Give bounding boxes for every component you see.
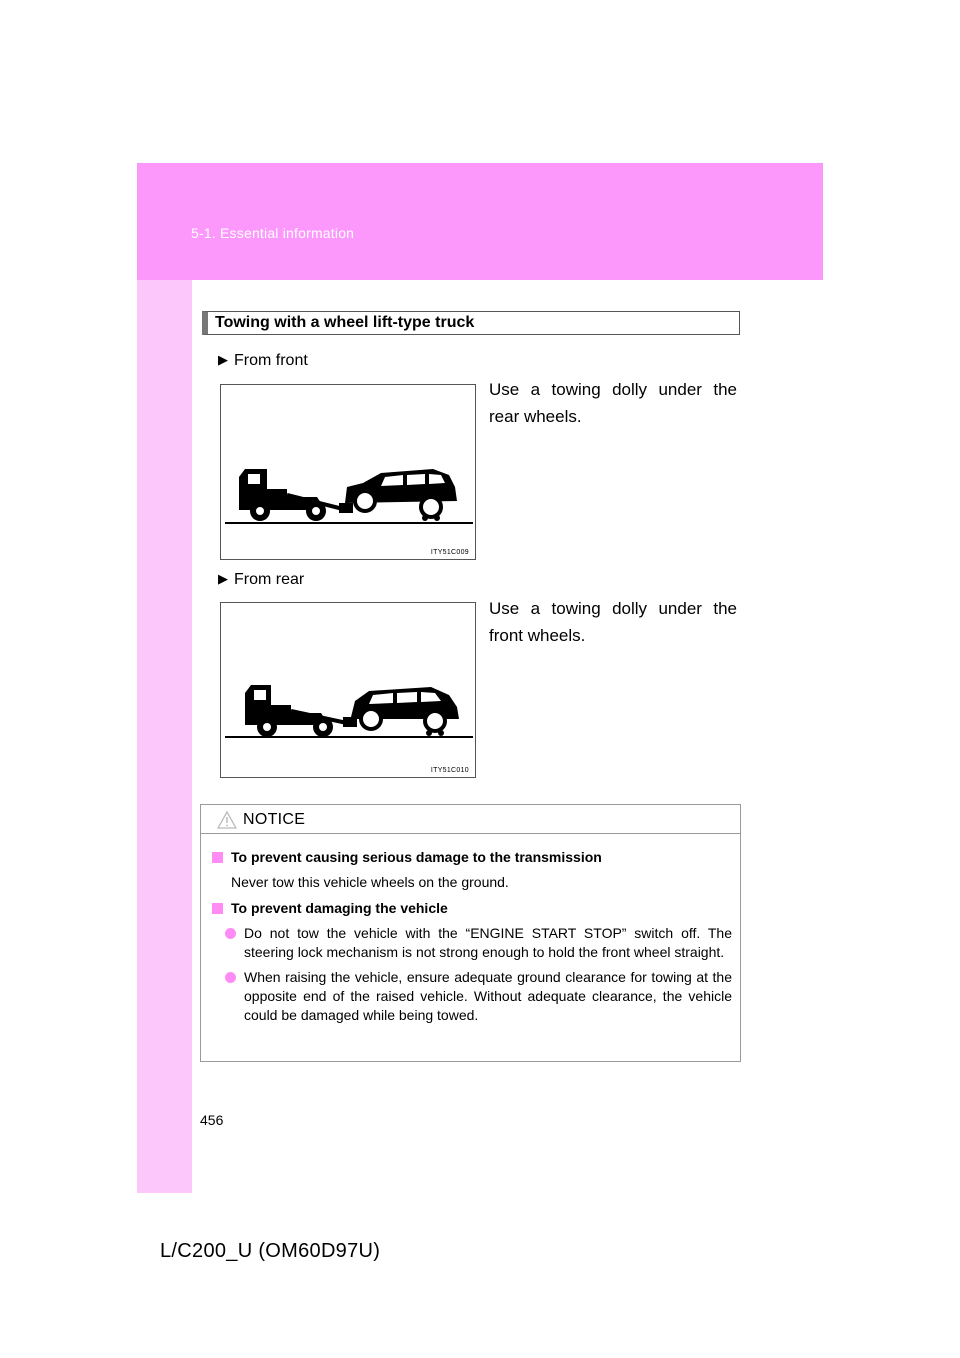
item-description: Use a towing dolly under the rear wheels. — [489, 380, 737, 426]
notice-item-text: Never tow this vehicle wheels on the ground. — [231, 874, 509, 890]
warning-triangle-icon — [217, 811, 237, 829]
figure-tow-from-rear — [220, 602, 476, 778]
notice-title: NOTICE — [243, 811, 306, 828]
document-code-footer: L/C200_U (OM60D97U) — [160, 1240, 381, 1262]
triangle-bullet-icon: ▶ — [218, 571, 228, 586]
notice-box — [200, 804, 741, 1062]
item-label: From front — [234, 352, 308, 369]
notice-header — [201, 805, 740, 834]
notice-bullet: Do not tow the vehicle with the “ENGINE START STOP” switch off. The steering lock mechanism is not strong enough to hold the front wheel straight. — [212, 924, 732, 962]
tow-truck-front-illustration — [221, 385, 477, 561]
square-bullet-icon — [212, 852, 223, 863]
circle-bullet-icon — [225, 928, 236, 939]
notice-item-title: To prevent damaging the vehicle — [212, 899, 732, 918]
tow-truck-rear-illustration — [221, 603, 477, 779]
notice-item-title: To prevent causing serious damage to the transmission — [212, 848, 732, 867]
item-label: From rear — [234, 571, 305, 588]
triangle-bullet-icon: ▶ — [218, 352, 228, 367]
square-bullet-icon — [212, 903, 223, 914]
header-band — [137, 163, 823, 280]
item-from-rear — [218, 571, 304, 589]
notice-body — [201, 834, 740, 1025]
figure-code: ITY51C009 — [430, 549, 469, 556]
item-from-front — [218, 352, 308, 370]
figure-tow-from-front — [220, 384, 476, 560]
section-breadcrumb: 5-1. Essential information — [191, 225, 355, 241]
side-band — [137, 163, 192, 1193]
figure-code: ITY51C010 — [430, 767, 469, 774]
section-heading: Towing with a wheel lift-type truck — [202, 311, 740, 335]
item-description: Use a towing dolly under the front wheels. — [489, 599, 737, 645]
circle-bullet-icon — [225, 972, 236, 983]
page-number: 456 — [200, 1112, 224, 1128]
notice-bullet: When raising the vehicle, ensure adequate ground clearance for towing at the opposite end of the raised vehicle. Without adequate clearance, the vehicle could be damaged while being towed. — [212, 968, 732, 1025]
